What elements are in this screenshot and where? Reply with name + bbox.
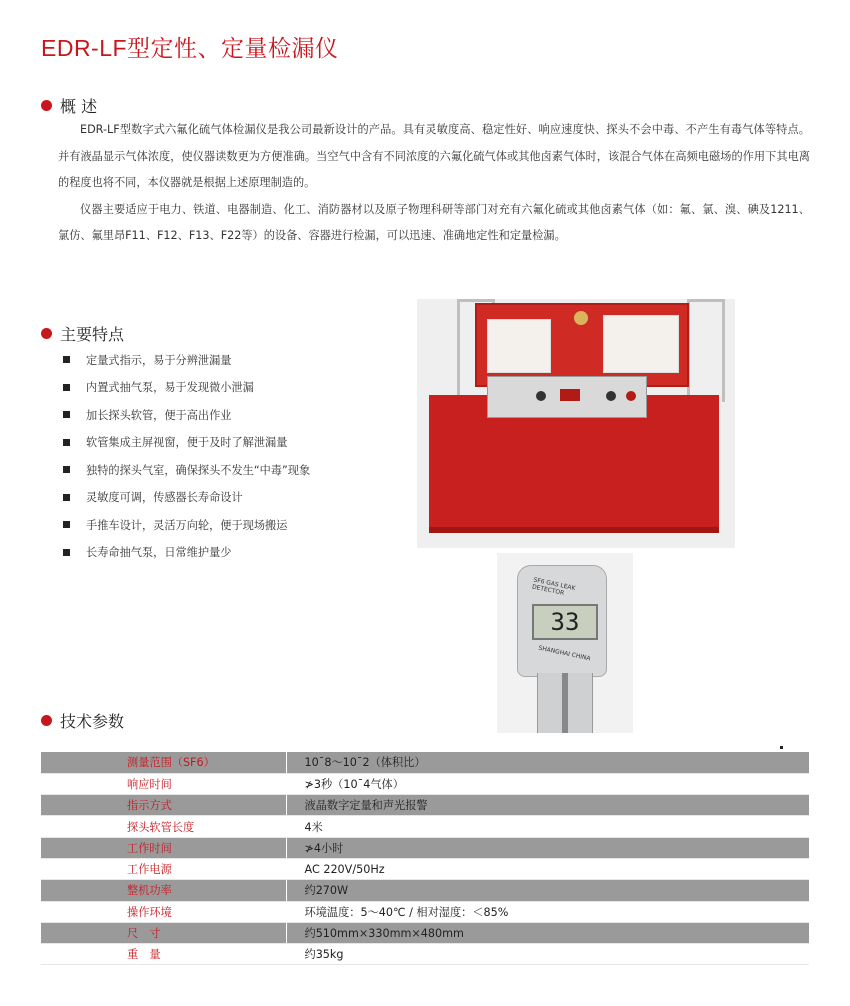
- features-list: [63, 346, 310, 566]
- probe-label-bottom: SHANGHAI CHINA: [537, 644, 592, 663]
- spec-value: ≯3秒（10ˉ4气体）: [286, 773, 809, 794]
- overview-heading: [41, 94, 97, 117]
- spec-key: 工作电源: [41, 858, 286, 879]
- control-panel: [487, 376, 647, 418]
- lid-label-card: [487, 319, 551, 373]
- feature-item: [63, 484, 310, 512]
- decorative-dot: [780, 746, 783, 749]
- feature-item: [63, 511, 310, 539]
- square-bullet-icon: [63, 549, 70, 556]
- square-bullet-icon: [63, 384, 70, 391]
- spec-key: 工作时间: [41, 837, 286, 858]
- display: [560, 389, 580, 401]
- probe-head: [517, 565, 607, 677]
- probe-lcd-reading: 33: [532, 604, 598, 640]
- specs-table: [41, 752, 809, 965]
- table-row: [41, 795, 809, 816]
- probe-image: [497, 553, 633, 733]
- spec-value: 液晶数字定量和声光报警: [286, 795, 809, 816]
- feature-item: [63, 539, 310, 567]
- spec-key: 探头软管长度: [41, 816, 286, 837]
- features-heading-label: 主要特点: [60, 325, 125, 344]
- bullet-dot-icon: [41, 328, 52, 339]
- bullet-dot-icon: [41, 100, 52, 111]
- feature-text: 软管集成主屏视窗，便于及时了解泄漏量: [86, 436, 288, 450]
- spec-value: 约35kg: [286, 944, 809, 965]
- square-bullet-icon: [63, 356, 70, 363]
- lid-label-card: [603, 315, 679, 373]
- feature-item: [63, 429, 310, 457]
- features-heading: [41, 322, 124, 345]
- square-bullet-icon: [63, 494, 70, 501]
- table-row: [41, 944, 809, 965]
- spec-value: 约270W: [286, 880, 809, 901]
- spec-key: 尺 寸: [41, 922, 286, 943]
- feature-text: 长寿命抽气泵，日常维护量少: [86, 546, 232, 560]
- spec-value: 环境温度：5～40℃ / 相对湿度：＜85%: [286, 901, 809, 922]
- feature-item: [63, 374, 310, 402]
- leak-detector-unit-image: [417, 299, 735, 548]
- feature-item: [63, 456, 310, 484]
- spec-value: 约510mm×330mm×480mm: [286, 922, 809, 943]
- spec-key: 重 量: [41, 944, 286, 965]
- table-row: [41, 922, 809, 943]
- feature-text: 加长探头软管，便于高出作业: [86, 408, 232, 422]
- table-row: [41, 837, 809, 858]
- overview-heading-label: 概 述: [60, 97, 98, 116]
- table-row: [41, 752, 809, 773]
- bullet-dot-icon: [41, 715, 52, 726]
- case-lid: [475, 303, 689, 387]
- square-bullet-icon: [63, 439, 70, 446]
- knob: [536, 391, 546, 401]
- overview-text: [58, 117, 810, 250]
- table-row: [41, 816, 809, 837]
- knob: [606, 391, 616, 401]
- probe-neck: [537, 673, 593, 733]
- spec-key: 测量范围（SF6）: [41, 752, 286, 773]
- table-row: [41, 858, 809, 879]
- spec-key: 指示方式: [41, 795, 286, 816]
- square-bullet-icon: [63, 411, 70, 418]
- specs-heading-label: 技术参数: [60, 712, 125, 731]
- indicator-light: [626, 391, 636, 401]
- feature-text: 独特的探头气室，确保探头不发生“中毒”现象: [86, 463, 311, 477]
- specs-heading: [41, 709, 124, 732]
- spec-key: 响应时间: [41, 773, 286, 794]
- overview-paragraph-2: 仪器主要适应于电力、铁道、电器制造、化工、消防器材以及原子物理科研等部门对充有六氟化硫或其他卤素气体（如：氟、氯、溴、碘及1211、氯仿、氟里昂F11、F12、F13、F22等）的设备、容器进行检漏，可以迅速、准确地定性和定量检漏。: [58, 202, 810, 242]
- square-bullet-icon: [63, 466, 70, 473]
- page-title: EDR-LF型定性、定量检漏仪: [41, 35, 339, 61]
- probe-label-top: SF6 GAS LEAK DETECTOR: [531, 576, 576, 597]
- table-row: [41, 773, 809, 794]
- spec-value: AC 220V/50Hz: [286, 858, 809, 879]
- square-bullet-icon: [63, 521, 70, 528]
- spec-value: 4米: [286, 816, 809, 837]
- spec-key: 整机功率: [41, 880, 286, 901]
- spec-value: 10ˉ8～10ˉ2（体积比）: [286, 752, 809, 773]
- probe-slit: [562, 673, 568, 733]
- handle-right: [687, 299, 725, 402]
- feature-text: 内置式抽气泵，易于发现微小泄漏: [86, 381, 254, 395]
- feature-text: 定量式指示，易于分辨泄漏量: [86, 353, 232, 367]
- spec-key: 操作环境: [41, 901, 286, 922]
- table-row: [41, 901, 809, 922]
- feature-item: [63, 346, 310, 374]
- feature-text: 灵敏度可调，传感器长寿命设计: [86, 491, 243, 505]
- table-row: [41, 880, 809, 901]
- spec-value: ≯4小时: [286, 837, 809, 858]
- feature-item: [63, 401, 310, 429]
- overview-paragraph-1: EDR-LF型数字式六氟化硫气体检漏仪是我公司最新设计的产品。具有灵敏度高、稳定性好、响应速度快、探头不会中毒、不产生有毒气体等特点。并有液晶显示气体浓度，使仪器读数更为方便准确。当空气中含有不同浓度的六氟化硫气体或其他卤素气体时，该混合气体在高频电磁场的作用下其电离的程度也将不同，本仪器就是根据上述原理制造的。: [58, 123, 810, 189]
- feature-text: 手推车设计，灵活万向轮，便于现场搬运: [86, 518, 288, 532]
- lid-knob: [574, 311, 588, 325]
